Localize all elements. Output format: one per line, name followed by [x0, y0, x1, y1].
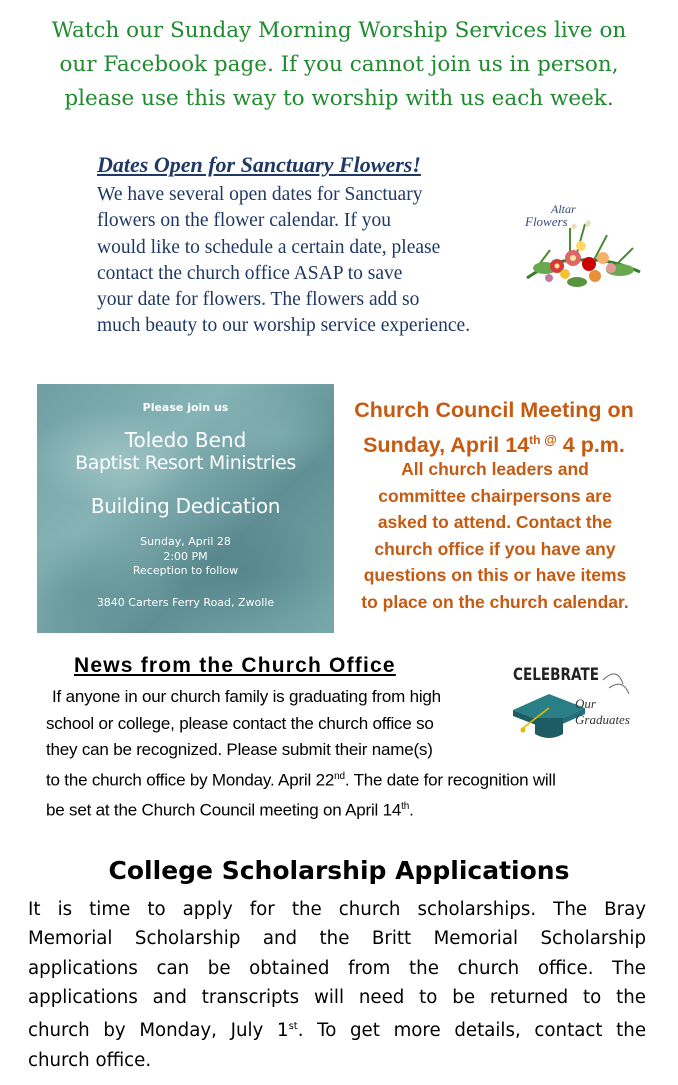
dedication-event: Building Dedication [90, 494, 281, 518]
altar-flowers-illustration [515, 200, 645, 300]
news-title: News from the Church Office [74, 654, 396, 677]
scholarship-line: applications and transcripts will need to be returned to the [28, 986, 646, 1008]
council-title-line2: Sunday, April 14th @ 4 p.m. [363, 432, 625, 458]
celebrate-graduates-illustration [505, 658, 640, 748]
news-line: they can be recognized. Please submit their name(s) [46, 740, 433, 760]
dedication-address: 3840 Carters Ferry Road, Zwolle [96, 596, 275, 609]
dedication-reception: Reception to follow [132, 564, 239, 577]
flowers-line: flowers on the flower calendar. If you [97, 210, 392, 232]
graduates-label: Graduates [575, 712, 630, 727]
council-line: asked to attend. Contact the [377, 512, 613, 533]
scholarship-line: church by Monday, July 1st. To get more details, contact the [28, 1020, 647, 1042]
dedication-invite: Please join us [142, 401, 229, 414]
news-line: be set at the Church Council meeting on April 14th. [46, 800, 414, 820]
building-dedication-card [37, 384, 334, 633]
scholarship-title: College Scholarship Applications [108, 856, 570, 885]
flower-bouquet-icon [527, 220, 640, 287]
worship-notice-line: Watch our Sunday Morning Worship Services live on [51, 18, 627, 43]
council-line: church office if you have any [374, 538, 616, 559]
flowers-label: Flowers [525, 214, 568, 229]
altar-label: Altar [551, 202, 576, 216]
dedication-time: 2:00 PM [163, 549, 208, 563]
news-body [46, 684, 556, 824]
scholarship-line: It is time to apply for the church scholarships. The Bray [28, 899, 646, 920]
council-meeting-title [338, 396, 650, 460]
flowers-line: much beauty to our worship service experience. [97, 315, 471, 337]
council-line: questions on this or have items [363, 565, 627, 586]
council-meeting-body [340, 456, 650, 616]
council-line: committee chairpersons are [378, 485, 612, 506]
scholarship-line: Memorial Scholarship and the Britt Memorial Scholarship [28, 928, 646, 950]
dedication-org-line1: Toledo Bend [124, 428, 247, 452]
council-title-line1: Church Council Meeting on [354, 398, 634, 422]
flowers-line: contact the church office ASAP to save [97, 262, 403, 284]
our-label: Our [575, 696, 596, 711]
worship-notice [20, 14, 658, 116]
flowers-title: Dates Open for Sanctuary Flowers! [97, 152, 421, 177]
scholarship-line: church office. [28, 1049, 152, 1071]
scholarship-body [28, 895, 646, 1075]
celebrate-label: CELEBRATE [513, 665, 599, 685]
news-line: school or college, please contact the church office so [46, 713, 434, 733]
scholarship-line: applications can be obtained from the church office. The [28, 957, 646, 979]
worship-notice-line: please use this way to worship with us each week. [64, 86, 614, 111]
council-line: All church leaders and [401, 459, 589, 479]
news-line: to the church office by Monday. April 22nd. The date for recognition will [46, 770, 556, 790]
council-line: to place on the church calendar. [361, 591, 629, 612]
dedication-org-line2: Baptist Resort Ministries [75, 452, 296, 474]
flowers-line: your date for flowers. The flowers add so [97, 289, 420, 311]
news-line: If anyone in our church family is graduating from high [52, 687, 441, 706]
flowers-body [97, 182, 470, 340]
flowers-line: We have several open dates for Sanctuary [97, 184, 423, 205]
dedication-datetime [37, 535, 334, 579]
dedication-date: Sunday, April 28 [140, 535, 231, 548]
flowers-line: would like to schedule a certain date, please [97, 236, 441, 258]
worship-notice-line: our Facebook page. If you cannot join us in person, [59, 52, 619, 77]
